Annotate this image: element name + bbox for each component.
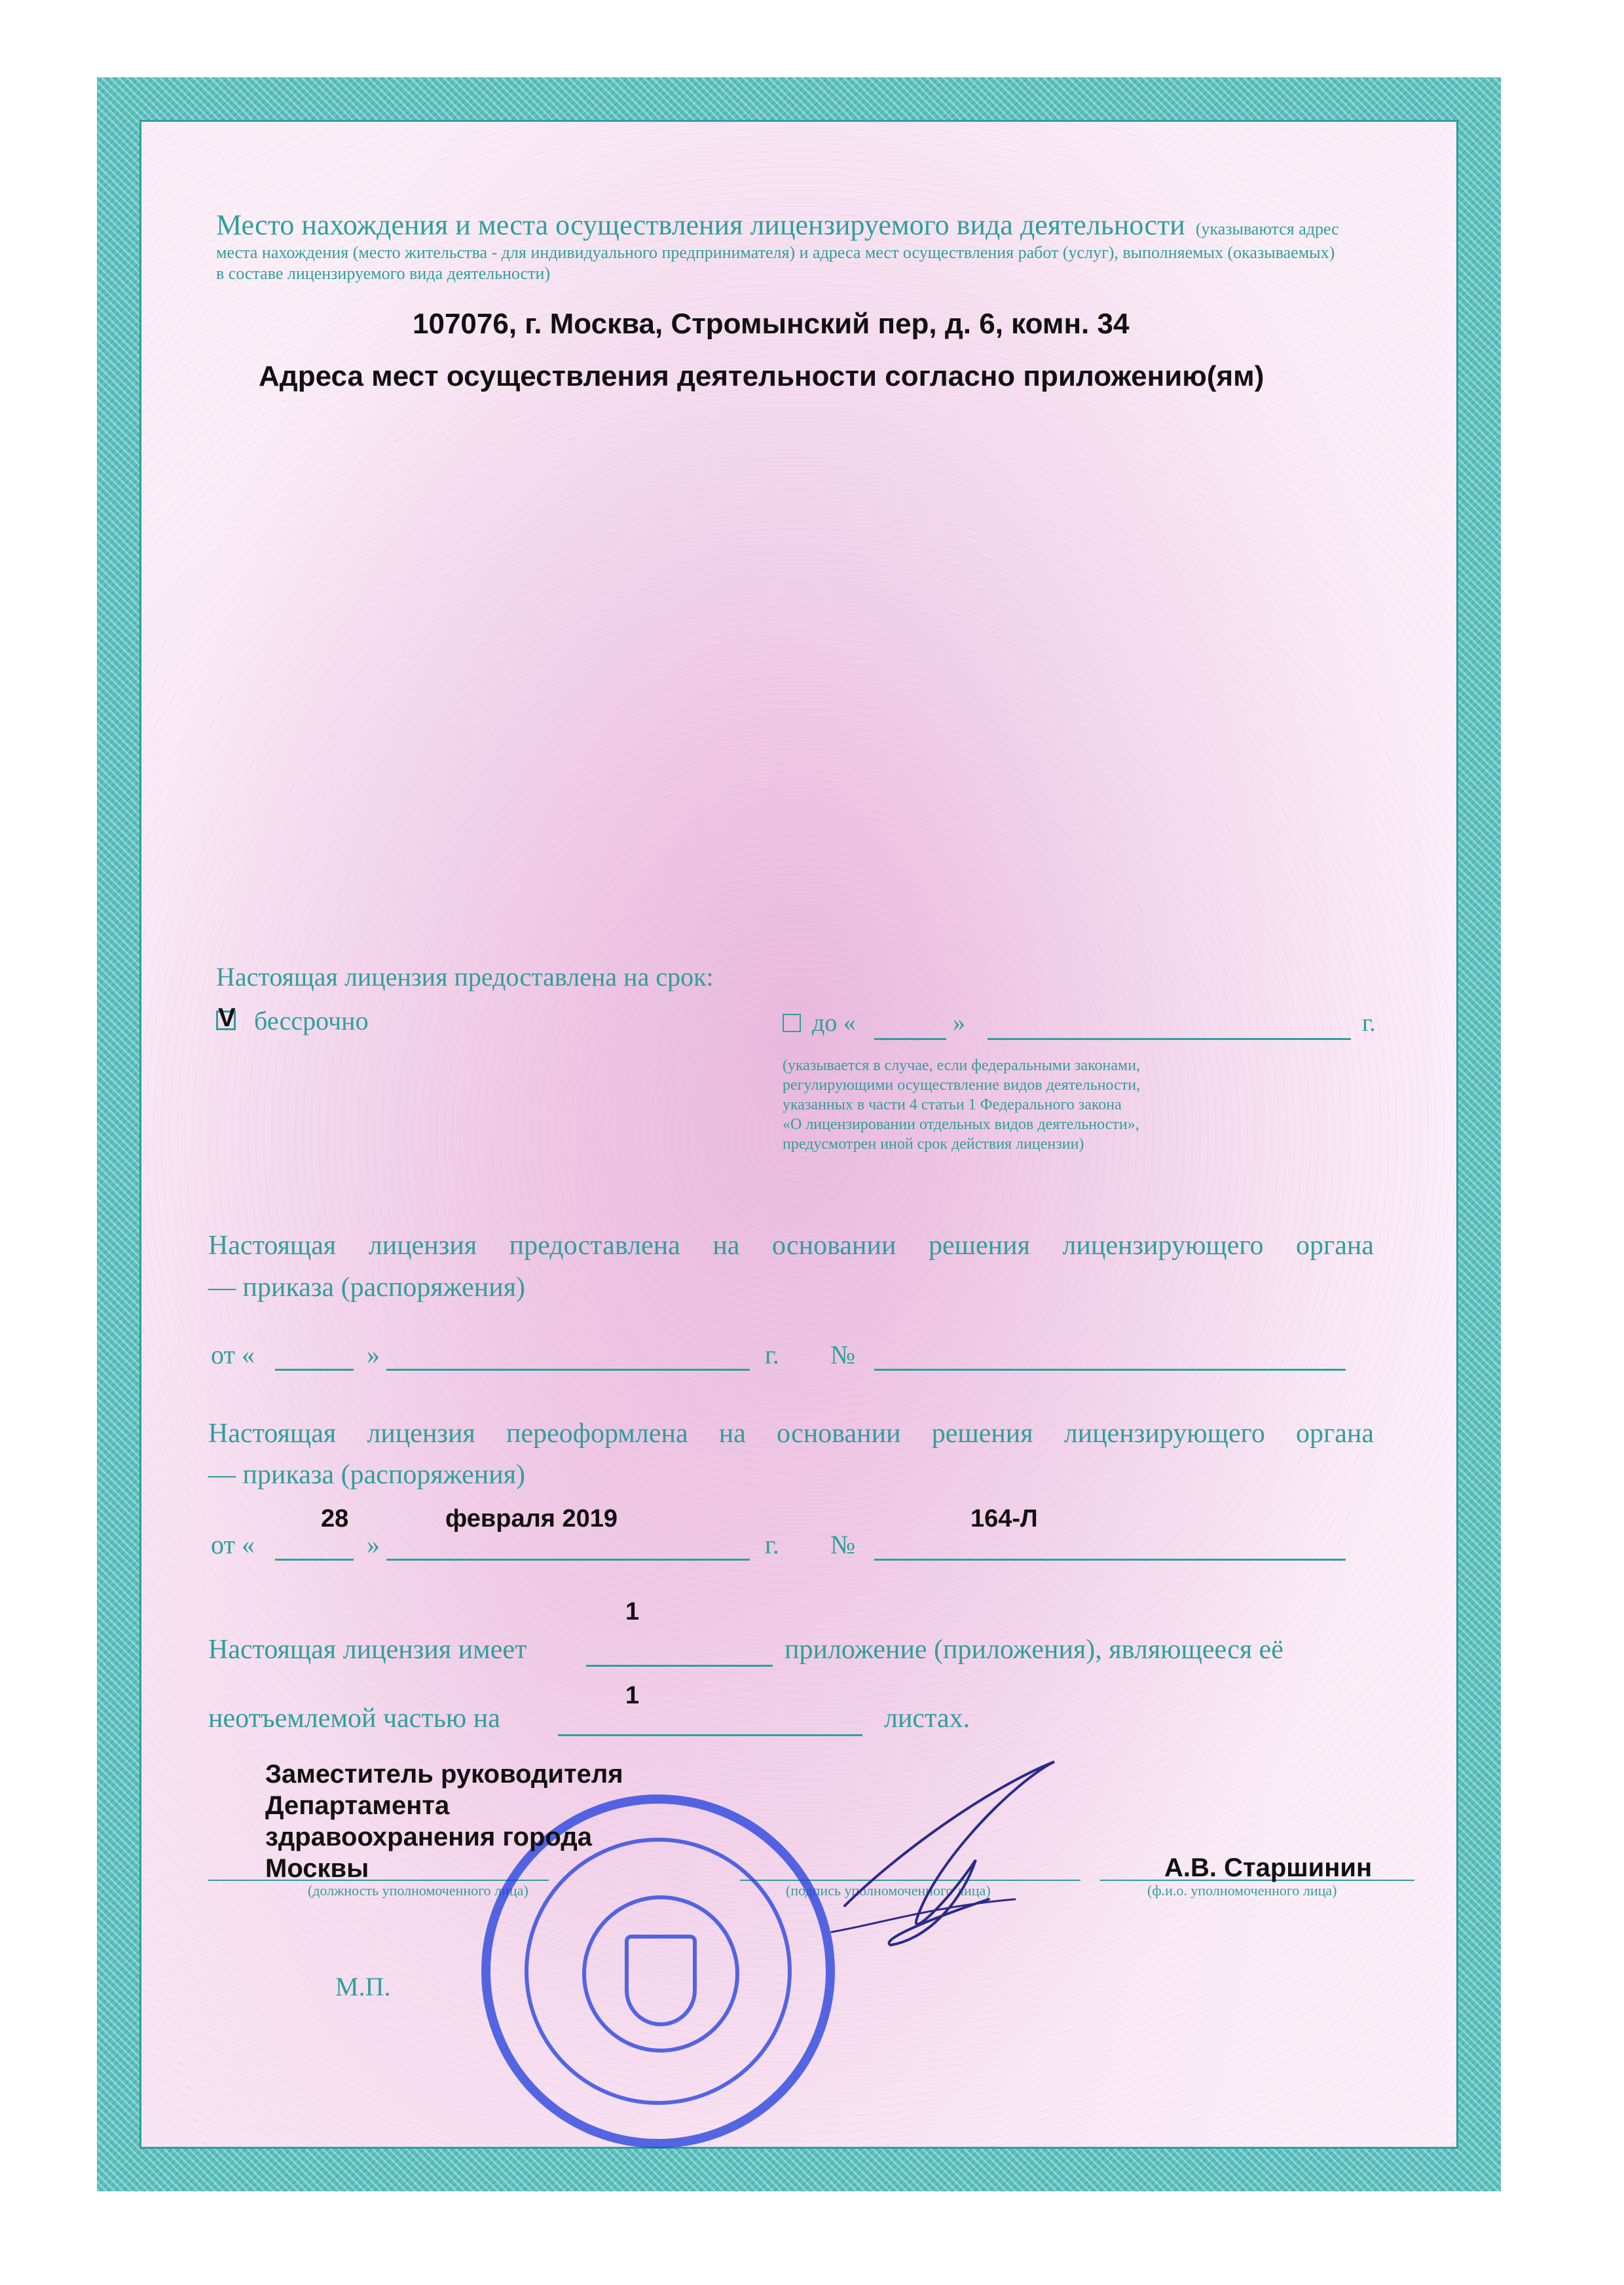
signatory-position-2: Департамента (265, 1791, 450, 1820)
name-caption: (ф.и.о. уполномоченного лица) (1147, 1882, 1337, 1899)
until-prefix: до « (812, 1009, 856, 1037)
term-note-1: (указывается в случае, если федеральными законами, (783, 1057, 1141, 1074)
reissue-number-sign: № (830, 1530, 856, 1559)
reissue-number-line (874, 1559, 1346, 1561)
basis-month-line (386, 1369, 750, 1371)
header-title: Место нахождения и места осуществления лицензируемого вида деятельности (216, 209, 1185, 241)
basis-line-2: — приказа (распоряжения) (208, 1273, 526, 1303)
reissue-year-suffix: г. (765, 1530, 779, 1559)
reissue-month-year: февраля 2019 (445, 1505, 618, 1533)
appendix-line-2-prefix: неотъемлемой частью на (208, 1703, 500, 1734)
address-line-1: 107076, г. Москва, Стромынский пер, д. 6, комн. 34 (413, 308, 1130, 340)
appendix-line-1-suffix: приложение (приложения), являющееся её (784, 1635, 1283, 1665)
coat-of-arms-icon (625, 1935, 697, 2026)
until-month-line (987, 1038, 1351, 1040)
unlimited-option: бессрочно (254, 1006, 369, 1035)
reissue-day-line (275, 1559, 354, 1561)
appendix-sheets: 1 (625, 1682, 640, 1709)
signatory-position-3: здравоохранения города (265, 1823, 592, 1851)
address-line-2: Адреса мест осуществления деятельности согласно приложению(ям) (259, 360, 1264, 392)
signatory-position-4: Москвы (265, 1854, 369, 1883)
check-mark: V (218, 1003, 236, 1032)
appendix-sheets-line (558, 1734, 862, 1736)
term-label: Настоящая лицензия предоставлена на срок: (216, 962, 714, 992)
header-note-2: места нахождения (место жительства - для индивидуального предпринимателя) и адреса мест осуществления работ (услуг), выполняемых (оказываемых) (216, 243, 1335, 262)
until-year-suffix: г. (1362, 1009, 1376, 1037)
until-mid: » (953, 1009, 965, 1037)
basis-number-line (874, 1369, 1346, 1371)
handwritten-signature (819, 1742, 1080, 1952)
position-caption: (должность уполномоченного лица) (308, 1882, 528, 1899)
header-note-3: в составе лицензируемого вида деятельности) (216, 264, 551, 283)
term-note-3: указанных в части 4 статьи 1 Федерального закона (783, 1096, 1122, 1113)
basis-from-prefix: от « (211, 1340, 255, 1369)
reissue-line-2: — приказа (распоряжения) (208, 1460, 526, 1490)
reissue-month-line (386, 1559, 750, 1561)
appendix-count: 1 (625, 1598, 640, 1626)
basis-day-line (275, 1369, 354, 1371)
appendix-count-line (586, 1665, 773, 1667)
term-note-4: «О лицензировании отдельных видов деятельности», (783, 1116, 1139, 1133)
signatory-position (265, 1758, 623, 1884)
unlimited-checkbox (216, 1003, 236, 1032)
reissue-from-prefix: от « (211, 1530, 255, 1559)
reissue-from-mid: » (367, 1530, 380, 1559)
signatory-position-1: Заместитель руководителя (265, 1760, 623, 1789)
reissue-line-1: Настоящая лицензия переоформлена на основании решения лицензирующего органа (208, 1419, 1374, 1449)
reissue-day: 28 (321, 1505, 349, 1533)
signatory-name: А.В. Старшинин (1164, 1853, 1373, 1882)
until-day-line (874, 1038, 946, 1040)
basis-number-sign: № (830, 1340, 856, 1369)
basis-from-mid: » (367, 1340, 380, 1369)
basis-year-suffix: г. (765, 1340, 779, 1369)
term-note (783, 1056, 1140, 1154)
header-block (216, 208, 1434, 284)
appendix-line-2-suffix: листах. (884, 1703, 970, 1734)
sign-caption: (подпись уполномоченного лица) (786, 1882, 991, 1899)
appendix-line-1-prefix: Настоящая лицензия имеет (208, 1635, 527, 1665)
basis-line-1: Настоящая лицензия предоставлена на основании решения лицензирующего органа (208, 1231, 1374, 1261)
reissue-order-number: 164-Л (970, 1505, 1038, 1533)
term-note-2: регулирующими осуществление видов деятельности, (783, 1077, 1141, 1094)
stamp-place-label: М.П. (335, 1972, 391, 2001)
header-note-1: (указываются адрес (1195, 219, 1339, 238)
term-note-5: предусмотрен иной срок действия лицензии) (783, 1136, 1084, 1153)
until-checkbox (783, 1014, 801, 1032)
